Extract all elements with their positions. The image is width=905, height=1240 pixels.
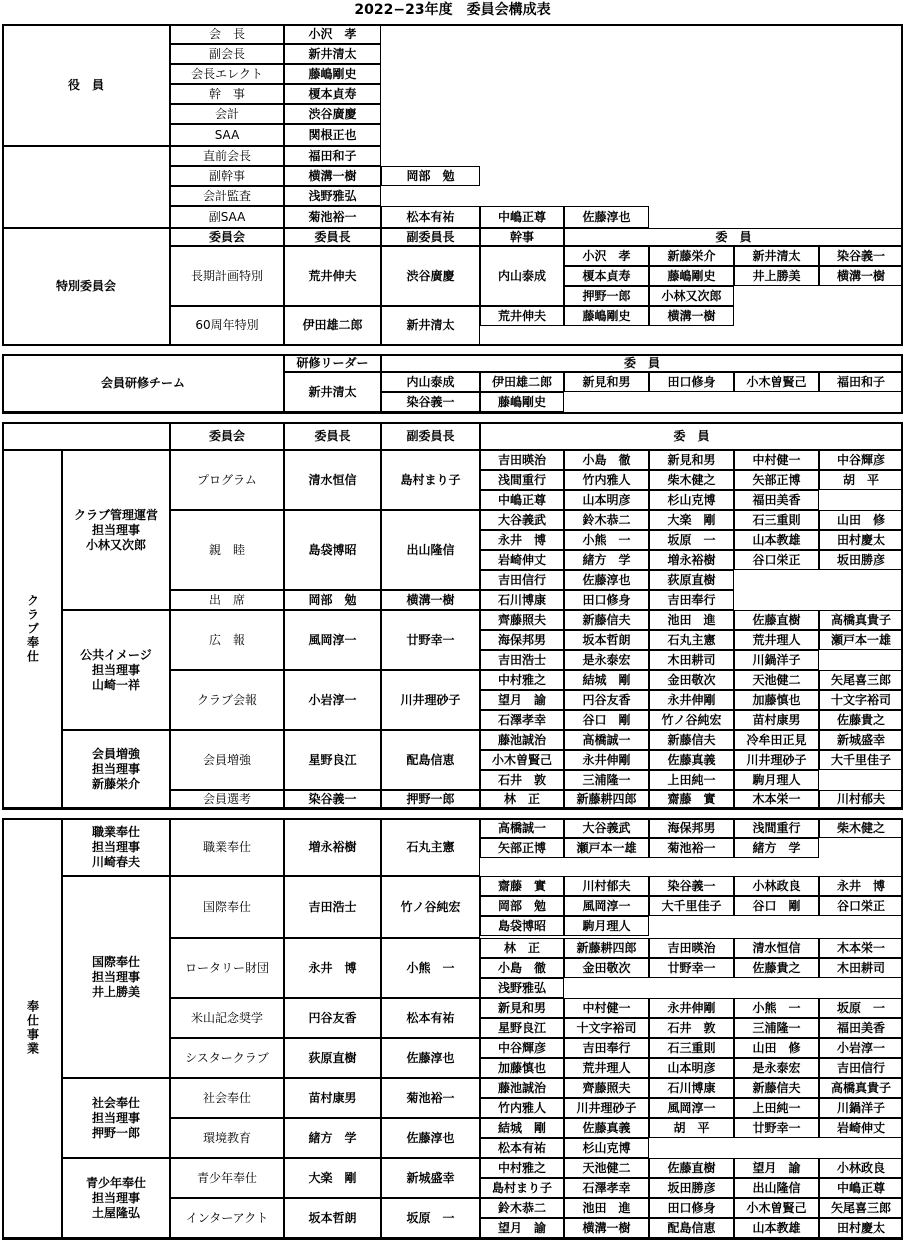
table-cell: 新井清太 (284, 44, 381, 64)
member-name-cell: 川鍋洋子 (819, 1098, 903, 1118)
member-name-cell: 結城 剛 (480, 1118, 564, 1138)
table-cell: 青少年奉仕 担当理事 土屋隆弘 (62, 1158, 170, 1238)
member-name-cell: 竹内雅人 (480, 1098, 564, 1118)
member-name-cell: 廿野幸一 (649, 958, 734, 978)
table-cell: 福田和子 (819, 372, 903, 392)
member-name-cell: 苗村康男 (734, 710, 819, 730)
member-name-cell: 十文字裕司 (564, 1018, 649, 1038)
member-name-cell: 冷牟田正見 (734, 730, 819, 750)
member-name-cell: 齊藤照夫 (480, 610, 564, 630)
member-name-cell: 大千里佳子 (819, 750, 903, 770)
table-cell: 押野一郎 (564, 286, 649, 306)
table-cell: 小岩淳一 (284, 670, 381, 730)
member-name-cell: 吉田暎治 (480, 450, 564, 470)
table-cell: 井上勝美 (734, 266, 819, 286)
member-name-cell: 駒月理人 (564, 916, 649, 936)
member-name-cell: 坂田勝彦 (819, 550, 903, 570)
member-name-cell: 結城 剛 (564, 670, 649, 690)
table-cell: 中嶋正尊 (480, 206, 564, 228)
member-name-cell: 大千里佳子 (649, 896, 734, 916)
member-name-cell: 金田敬次 (564, 958, 649, 978)
member-name-cell: 十文字裕司 (819, 690, 903, 710)
table-cell: 社会奉仕 担当理事 押野一郎 (62, 1078, 170, 1158)
member-name-cell: 加藤慎也 (734, 690, 819, 710)
member-name-cell: 坂本哲朗 (564, 630, 649, 650)
member-name-cell: 石澤孝幸 (564, 1178, 649, 1198)
table-cell: 川井理砂子 (381, 670, 480, 730)
member-name-cell: 田口修身 (649, 1198, 734, 1218)
table-cell: 幹事 (480, 228, 564, 246)
member-name-cell: 円谷友香 (564, 690, 649, 710)
table-cell: 坂原 一 (381, 1198, 480, 1238)
member-name-cell: 柴木健之 (819, 818, 903, 838)
table-cell: 新藤栄介 (649, 246, 734, 266)
table-cell: 広 報 (170, 610, 284, 670)
member-name-cell: 山田 修 (819, 510, 903, 530)
table-cell: ロータリー財団 (170, 938, 284, 998)
member-name-cell: 上田純一 (734, 1098, 819, 1118)
table-cell: 佐藤淳也 (381, 1118, 480, 1158)
table-cell: 出 席 (170, 590, 284, 610)
member-name-cell: 矢尾喜三郎 (819, 670, 903, 690)
member-name-cell: 山本明彦 (564, 490, 649, 510)
table-cell: 配島信恵 (381, 730, 480, 790)
table-cell: 青少年奉仕 (170, 1158, 284, 1198)
member-name-cell: 永井 博 (819, 876, 903, 896)
member-name-cell: 横溝一樹 (564, 1218, 649, 1238)
member-name-cell: 中村雅之 (480, 670, 564, 690)
table-cell: クラブ会報 (170, 670, 284, 730)
table-cell: 会員増強 担当理事 新藤栄介 (62, 730, 170, 808)
table-cell: 会長エレクト (170, 64, 284, 84)
member-name-cell: 中村健一 (564, 998, 649, 1018)
member-name-cell: 浅間重行 (734, 818, 819, 838)
table-cell: 小木曽賢己 (734, 372, 819, 392)
table-cell: 松本有祐 (381, 206, 480, 228)
member-name-cell: 川井理砂子 (734, 750, 819, 770)
member-name-cell: 林 正 (480, 790, 564, 808)
table-cell: 荒井伸夫 (284, 246, 381, 306)
member-name-cell: 吉田奉行 (649, 590, 734, 610)
table-cell: 菊池裕一 (381, 1078, 480, 1118)
table-cell: 副委員長 (381, 422, 480, 450)
member-name-cell: 鈴木恭二 (480, 1198, 564, 1218)
member-name-cell: 金田敬次 (649, 670, 734, 690)
member-name-cell: 竹ノ谷純宏 (649, 710, 734, 730)
table-cell: 押野一郎 (381, 790, 480, 808)
table-cell: 副会長 (170, 44, 284, 64)
member-name-cell: 川鍋洋子 (734, 650, 819, 670)
member-name-cell: 木本栄一 (819, 938, 903, 958)
member-name-cell: 荒井理人 (564, 1058, 649, 1078)
table-cell: 国際奉仕 担当理事 井上勝美 (62, 876, 170, 1078)
member-name-cell: 小木曽賢己 (734, 1198, 819, 1218)
member-name-cell: 新城盛幸 (819, 730, 903, 750)
table-cell: クラブ奉仕 (2, 450, 62, 808)
table-cell: 染谷義一 (819, 246, 903, 266)
table-cell: 小熊 一 (381, 938, 480, 998)
member-name-cell: 岩崎伸丈 (819, 1118, 903, 1138)
member-name-cell: 新見和男 (649, 450, 734, 470)
table-cell: 田口修身 (649, 372, 734, 392)
table-cell (2, 422, 170, 450)
table-cell (2, 146, 170, 228)
table-cell: 荒井伸夫 (480, 306, 564, 326)
table-cell: 佐藤淳也 (564, 206, 649, 228)
table-cell: 職業奉仕 (170, 818, 284, 876)
member-name-cell: 石川博康 (649, 1078, 734, 1098)
member-name-cell: 高橋誠一 (564, 730, 649, 750)
member-name-cell: 荒井理人 (734, 630, 819, 650)
table-cell: 新井清太 (284, 372, 381, 412)
table-cell: 染谷義一 (284, 790, 381, 808)
member-name-cell: 石三重則 (649, 1038, 734, 1058)
member-name-cell: 荻原直樹 (649, 570, 734, 590)
member-name-cell: 高橋誠一 (480, 818, 564, 838)
table-cell: 藤嶋剛史 (480, 392, 564, 412)
member-name-cell: 新藤耕四郎 (564, 938, 649, 958)
member-name-cell: 天池健二 (734, 670, 819, 690)
member-name-cell: 中嶋正尊 (819, 1178, 903, 1198)
table-cell: 社会奉仕 (170, 1078, 284, 1118)
member-name-cell: 緒方 学 (734, 838, 819, 858)
table-cell: 米山記念奨学 (170, 998, 284, 1038)
member-name-cell: 海保邦男 (480, 630, 564, 650)
table-cell: 職業奉仕 担当理事 川崎春夫 (62, 818, 170, 876)
member-name-cell: 中谷輝彦 (819, 450, 903, 470)
member-name-cell: 川村郁夫 (819, 790, 903, 808)
member-name-cell: 吉田奉行 (564, 1038, 649, 1058)
member-name-cell: 新藤信夫 (649, 730, 734, 750)
member-name-cell: 岩崎伸丈 (480, 550, 564, 570)
table-cell: 緒方 学 (284, 1118, 381, 1158)
member-name-cell: 三浦隆一 (564, 770, 649, 790)
table-cell: 渋谷廣慶 (284, 104, 381, 124)
member-name-cell: 是永泰宏 (564, 650, 649, 670)
member-name-cell: 望月 諭 (480, 1218, 564, 1238)
member-name-cell: 齋藤 實 (480, 876, 564, 896)
table-cell: 会 長 (170, 24, 284, 44)
table-cell: 藤嶋剛史 (649, 266, 734, 286)
member-name-cell: 小岩淳一 (819, 1038, 903, 1058)
member-name-cell: 風岡淳一 (564, 896, 649, 916)
table-cell: 清水恒信 (284, 450, 381, 510)
member-name-cell: 廿野幸一 (734, 1118, 819, 1138)
member-name-cell: 石井 敦 (649, 1018, 734, 1038)
table-cell: 委員長 (284, 422, 381, 450)
member-name-cell: 坂原 一 (819, 998, 903, 1018)
table-cell: シスタークラブ (170, 1038, 284, 1078)
member-name-cell: 佐藤真義 (649, 750, 734, 770)
member-name-cell: 佐藤直樹 (734, 610, 819, 630)
table-cell: 環境教育 (170, 1118, 284, 1158)
table-cell: 荻原直樹 (284, 1038, 381, 1078)
member-name-cell: 石三重則 (734, 510, 819, 530)
table-cell: 横溝一樹 (284, 166, 381, 186)
table-cell: プログラム (170, 450, 284, 510)
table-cell: 新城盛幸 (381, 1158, 480, 1198)
member-name-cell: 小熊 一 (734, 998, 819, 1018)
table-cell: 苗村康男 (284, 1078, 381, 1118)
member-name-cell: 小林政良 (734, 876, 819, 896)
member-name-cell: 小木曽賢己 (480, 750, 564, 770)
member-name-cell: 山本明彦 (649, 1058, 734, 1078)
table-cell: 出山隆信 (381, 510, 480, 590)
member-name-cell: 小熊 一 (564, 530, 649, 550)
table-cell: 親 睦 (170, 510, 284, 590)
member-name-cell: 田村慶太 (819, 1218, 903, 1238)
table-cell: 大楽 剛 (284, 1158, 381, 1198)
table-cell: 公共イメージ 担当理事 山崎一祥 (62, 610, 170, 730)
table-cell: 染谷義一 (381, 392, 480, 412)
table-cell: 委 員 (480, 422, 903, 450)
member-name-cell: 佐藤真義 (564, 1118, 649, 1138)
member-name-cell: 是永泰宏 (734, 1058, 819, 1078)
member-name-cell: 菊池裕一 (649, 838, 734, 858)
table-cell: 委 員 (564, 228, 903, 246)
member-name-cell: 永井伸剛 (649, 998, 734, 1018)
member-name-cell: 坂原 一 (649, 530, 734, 550)
member-name-cell: 天池健二 (564, 1158, 649, 1178)
table-cell: 石丸主憲 (381, 818, 480, 876)
member-name-cell: 佐藤貴之 (734, 958, 819, 978)
table-cell: 新井清太 (381, 306, 480, 345)
table-cell: 会員選考 (170, 790, 284, 808)
table-cell: 会員研修チーム (2, 354, 284, 412)
table-cell: 副幹事 (170, 166, 284, 186)
member-name-cell: 谷口栄正 (819, 896, 903, 916)
table-cell: 内山泰成 (480, 246, 564, 306)
table-cell: 新見和男 (564, 372, 649, 392)
member-name-cell: 坂田勝彦 (649, 1178, 734, 1198)
table-cell: 藤嶋剛史 (284, 64, 381, 84)
table-cell: 佐藤淳也 (381, 1038, 480, 1078)
table-cell: 渋谷廣慶 (381, 246, 480, 306)
member-name-cell: 新見和男 (480, 998, 564, 1018)
member-name-cell: 杉山克博 (564, 1138, 649, 1158)
member-name-cell: 風岡淳一 (649, 1098, 734, 1118)
member-name-cell: 吉田信行 (819, 1058, 903, 1078)
member-name-cell: 藤池誠治 (480, 1078, 564, 1098)
member-name-cell: 吉田暎治 (649, 938, 734, 958)
member-name-cell: 増永裕樹 (649, 550, 734, 570)
table-cell: 菊池裕一 (284, 206, 381, 228)
member-name-cell: 石川博康 (480, 590, 564, 610)
member-name-cell: 川井理砂子 (564, 1098, 649, 1118)
member-name-cell: 配島信恵 (649, 1218, 734, 1238)
table-cell: 小沢 孝 (284, 24, 381, 44)
member-name-cell: 山田 修 (734, 1038, 819, 1058)
member-name-cell: 池田 進 (649, 610, 734, 630)
table-cell: クラブ管理運営 担当理事 小林又次郎 (62, 450, 170, 610)
table-cell: 委員会 (170, 422, 284, 450)
member-name-cell: 星野良江 (480, 1018, 564, 1038)
member-name-cell: 島袋博昭 (480, 916, 564, 936)
member-name-cell: 中村健一 (734, 450, 819, 470)
table-cell: 会計 (170, 104, 284, 124)
member-name-cell: 駒月理人 (734, 770, 819, 790)
table-cell: 内山泰成 (381, 372, 480, 392)
table-cell: 横溝一樹 (649, 306, 734, 326)
member-name-cell: 海保邦男 (649, 818, 734, 838)
member-name-cell: 齋藤 實 (649, 790, 734, 808)
member-name-cell: 佐藤直樹 (649, 1158, 734, 1178)
member-name-cell: 福田美香 (819, 1018, 903, 1038)
member-name-cell: 林 正 (480, 938, 564, 958)
table-cell: 直前会長 (170, 146, 284, 166)
member-name-cell: 中村雅之 (480, 1158, 564, 1178)
member-name-cell: 山本教雄 (734, 1218, 819, 1238)
table-cell: 円谷友香 (284, 998, 381, 1038)
member-name-cell: 胡 平 (649, 1118, 734, 1138)
table-cell: 伊田雄二郎 (480, 372, 564, 392)
member-name-cell: 小島 徹 (564, 450, 649, 470)
member-name-cell: 大谷義武 (564, 818, 649, 838)
member-name-cell: 矢部正博 (480, 838, 564, 858)
member-name-cell: 矢部正博 (734, 470, 819, 490)
table-cell: 会計監査 (170, 186, 284, 206)
table-cell: 島村まり子 (381, 450, 480, 510)
member-name-cell: 大楽 剛 (649, 510, 734, 530)
table-cell: 60周年特別 (170, 306, 284, 345)
table-cell: 小沢 孝 (564, 246, 649, 266)
member-name-cell: 浅間重行 (480, 470, 564, 490)
member-name-cell: 川村郁夫 (564, 876, 649, 896)
member-name-cell: 永井 博 (480, 530, 564, 550)
member-name-cell: 新藤信夫 (734, 1078, 819, 1098)
member-name-cell: 谷口 剛 (564, 710, 649, 730)
table-cell: 風岡淳一 (284, 610, 381, 670)
member-name-cell: 松本有祐 (480, 1138, 564, 1158)
member-name-cell: 浅野雅弘 (480, 978, 564, 998)
member-name-cell: 齊藤照夫 (564, 1078, 649, 1098)
table-cell: 横溝一樹 (381, 590, 480, 610)
member-name-cell: 小島 徹 (480, 958, 564, 978)
member-name-cell: 谷口 剛 (734, 896, 819, 916)
table-cell: 委員長 (284, 228, 381, 246)
table-cell: SAA (170, 124, 284, 146)
member-name-cell: 大谷義武 (480, 510, 564, 530)
member-name-cell: 出山隆信 (734, 1178, 819, 1198)
member-name-cell: 永井伸剛 (564, 750, 649, 770)
table-cell: 関根正也 (284, 124, 381, 146)
table-cell: 福田和子 (284, 146, 381, 166)
member-name-cell: 三浦隆一 (734, 1018, 819, 1038)
member-name-cell: 小林政良 (819, 1158, 903, 1178)
table-cell: 委 員 (381, 354, 903, 372)
member-name-cell: 竹内雅人 (564, 470, 649, 490)
member-name-cell: 石澤孝幸 (480, 710, 564, 730)
table-cell: 藤嶋剛史 (564, 306, 649, 326)
member-name-cell: 島村まり子 (480, 1178, 564, 1198)
table-cell: 永井 博 (284, 938, 381, 998)
member-name-cell: 佐藤淳也 (564, 570, 649, 590)
member-name-cell: 清水恒信 (734, 938, 819, 958)
table-cell: 副SAA (170, 206, 284, 228)
table-cell: 国際奉仕 (170, 876, 284, 938)
member-name-cell: 藤池誠治 (480, 730, 564, 750)
member-name-cell: 福田美香 (734, 490, 819, 510)
member-name-cell: 石丸主憲 (649, 630, 734, 650)
table-cell: 岡部 勉 (284, 590, 381, 610)
table-cell: 廿野幸一 (381, 610, 480, 670)
member-name-cell: 中嶋正尊 (480, 490, 564, 510)
member-name-cell: 加藤慎也 (480, 1058, 564, 1078)
member-name-cell: 上田純一 (649, 770, 734, 790)
table-cell: 奉仕事業 (2, 818, 62, 1238)
member-name-cell: 鈴木恭二 (564, 510, 649, 530)
member-name-cell: 吉田信行 (480, 570, 564, 590)
table-cell: 長期計画特別 (170, 246, 284, 306)
member-name-cell: 高橋真貴子 (819, 1078, 903, 1098)
table-cell: 副委員長 (381, 228, 480, 246)
table-cell: 新井清太 (734, 246, 819, 266)
member-name-cell: 岡部 勉 (480, 896, 564, 916)
member-name-cell: 胡 平 (819, 470, 903, 490)
table-cell: 榎本貞寿 (564, 266, 649, 286)
table-cell: 松本有祐 (381, 998, 480, 1038)
table-cell: 委員会 (170, 228, 284, 246)
table-cell: 小林又次郎 (649, 286, 734, 306)
member-name-cell: 山本教雄 (734, 530, 819, 550)
member-name-cell: 新藤信夫 (564, 610, 649, 630)
table-cell: 研修リーダー (284, 354, 381, 372)
table-cell: 竹ノ谷純宏 (381, 876, 480, 938)
member-name-cell: 高橋真貴子 (819, 610, 903, 630)
table-cell: 浅野雅弘 (284, 186, 381, 206)
member-name-cell: 杉山克博 (649, 490, 734, 510)
member-name-cell: 佐藤貴之 (819, 710, 903, 730)
table-cell: 増永裕樹 (284, 818, 381, 876)
table-cell: 幹 事 (170, 84, 284, 104)
page-title: 2022−23年度 委員会構成表 (354, 2, 551, 18)
table-cell: インターアクト (170, 1198, 284, 1238)
member-name-cell: 染谷義一 (649, 876, 734, 896)
member-name-cell: 瀬戸本一雄 (819, 630, 903, 650)
table-cell: 特別委員会 (2, 228, 170, 345)
member-name-cell: 永井伸剛 (649, 690, 734, 710)
table-cell: 横溝一樹 (819, 266, 903, 286)
member-name-cell: 田村慶太 (819, 530, 903, 550)
member-name-cell: 新藤耕四郎 (564, 790, 649, 808)
table-cell: 榎本貞寿 (284, 84, 381, 104)
member-name-cell: 石井 敦 (480, 770, 564, 790)
member-name-cell: 田口修身 (564, 590, 649, 610)
member-name-cell: 矢尾喜三郎 (819, 1198, 903, 1218)
member-name-cell: 木本栄一 (734, 790, 819, 808)
table-cell: 伊田雄二郎 (284, 306, 381, 345)
table-cell: 星野良江 (284, 730, 381, 790)
member-name-cell: 望月 諭 (480, 690, 564, 710)
member-name-cell: 中谷輝彦 (480, 1038, 564, 1058)
member-name-cell: 望月 諭 (734, 1158, 819, 1178)
table-cell: 坂本哲朗 (284, 1198, 381, 1238)
member-name-cell: 瀬戸本一雄 (564, 838, 649, 858)
member-name-cell: 池田 進 (564, 1198, 649, 1218)
member-name-cell: 木田耕司 (649, 650, 734, 670)
table-cell: 島袋博昭 (284, 510, 381, 590)
member-name-cell: 柴木健之 (649, 470, 734, 490)
table-cell: 会員増強 (170, 730, 284, 790)
member-name-cell: 緒方 学 (564, 550, 649, 570)
member-name-cell: 吉田浩士 (480, 650, 564, 670)
member-name-cell: 谷口栄正 (734, 550, 819, 570)
table-cell: 吉田浩士 (284, 876, 381, 938)
member-name-cell: 木田耕司 (819, 958, 903, 978)
table-cell: 岡部 勉 (381, 166, 480, 186)
table-cell: 役 員 (2, 24, 170, 146)
